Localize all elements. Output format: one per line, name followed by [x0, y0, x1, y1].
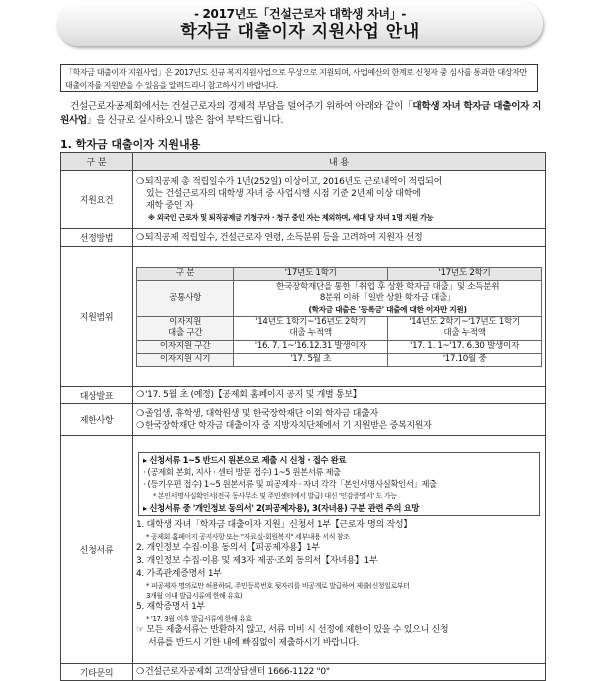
row-label: 제한사항	[61, 404, 133, 436]
text-line: ▸ 신청서류 중 '개인정보 동의서' 2(피공제자용), 3(자녀용) 구분 관련 주의 요망	[143, 502, 419, 513]
scope-time-row	[137, 353, 542, 366]
doc-item: 5. 재학증명서 1부	[136, 601, 205, 612]
scope-loan-row	[137, 316, 542, 340]
row-content	[133, 387, 546, 404]
warning-line: 서류를 반드시 기한 내에 빠짐없이 제출하시기 바랍니다.	[148, 637, 359, 648]
scope-cell: '17.10월 중	[388, 353, 542, 366]
intro-paragraph	[60, 100, 546, 128]
row-label: 기타문의	[61, 664, 133, 681]
section-title: 1. 학자금 대출이자 지원내용	[60, 138, 201, 151]
row-restrictions	[61, 404, 546, 436]
scope-header: '17년도 1학기	[234, 267, 388, 280]
text-line: 있는 건설근로자의 대학생 자녀 중 사업시행 시점 기준 2년제 이상 대학에	[146, 188, 421, 199]
text-line: · (공제회 본회, 지사 · 센터 방문 접수) 1~5 원본서류 제출	[143, 466, 341, 477]
text-line: 8분위 이하「일반 상환 학자금 대출」	[319, 292, 456, 303]
scope-cell: '14년도 2학기~'17년도 1학기 대출 누적액	[388, 316, 542, 340]
intro-text: 건설근로자공제회에서는 건설근로자의 경제적 부담을 덜어주기 위하여 아래와 같이「	[70, 101, 413, 112]
row-label: 선정방법	[61, 229, 133, 247]
row-content	[133, 436, 546, 664]
text-line: 퇴직공제 적립일수, 건설근로자 연령, 소득분위 등을 고려하여 지원자 선정	[145, 232, 423, 243]
scope-period-row	[137, 340, 542, 353]
scope-cell: '16. 7. 1~'16.12.31 발생이자	[234, 340, 388, 353]
scope-header: 구 분	[137, 267, 234, 280]
doc-item: 4. 가족관계증명서 1부	[136, 568, 222, 579]
row-contact	[61, 664, 546, 681]
text-line: ▸ 신청서류 1~5 반드시 원본으로 제출 시 신청 · 접수 완료	[143, 454, 347, 465]
scope-header-row	[137, 267, 542, 280]
header-row	[61, 153, 546, 171]
doc-note: * '17. 3월 이후 발급서류에 한해 유효	[146, 614, 252, 623]
scope-table	[136, 267, 542, 367]
scope-label: 공통사항	[137, 280, 234, 316]
text-line: * 본인서명사실확인서(전국 동사무소 및 주민센터에서 발급) 대신 '인감증명서' 도 가능	[153, 491, 397, 500]
text-line: 한국장학재단 학자금 대출이자 중 지방자치단체에서 기 지원받은 중복지원자	[145, 420, 432, 431]
bullet-icon: ❍	[136, 408, 144, 419]
documents-notice-box	[138, 452, 540, 516]
row-support-scope	[61, 247, 546, 387]
doc-item: 3. 개인정보 수집·이용 및 제3자 제공·조회 동의서【자녀용】1부	[136, 555, 378, 566]
row-content	[133, 404, 546, 436]
text-line: 한국장학재단을 통한「취업 후 상환 학자금 대출」및 소득분위	[275, 281, 500, 292]
info-table	[60, 152, 546, 681]
row-announcement	[61, 387, 546, 404]
scope-common-content	[234, 280, 542, 316]
row-label: 대상발표	[61, 387, 133, 404]
row-content	[133, 664, 546, 681]
title-banner	[57, 2, 543, 46]
intro-text-end: 」을 신규로 실시하오니 많은 참여 부탁드립니다.	[86, 115, 284, 126]
text-line: 퇴직공제 총 적립일수가 1년(252일) 이상이고, 2016년도 근로내역이 적립되어	[145, 176, 442, 187]
scope-header: '17년도 2학기	[388, 267, 542, 280]
text-line: 졸업생, 휴학생, 대학원생 및 한국장학재단 이외 학자금 대출자	[145, 408, 378, 419]
intro-bold: 대학생 자녀 학자금 대출이자 지원사업	[60, 101, 542, 126]
scope-label: 이자지원 구간	[137, 340, 234, 353]
text-line: 건설근로자공제회 고객상담센터 1666-1122 "0"	[145, 667, 330, 677]
row-selection-method	[61, 229, 546, 247]
bullet-icon: ❍	[136, 420, 144, 431]
row-content	[133, 247, 546, 387]
title-line2: 학자금 대출이자 지원사업 안내	[180, 22, 420, 42]
scope-common-row	[137, 280, 542, 316]
row-label: 신청서류	[61, 436, 133, 664]
bullet-icon: ❍	[136, 176, 144, 187]
scope-cell: '14년도 1학기~'16년도 2학기 대출 누적액	[234, 316, 388, 340]
bullet-icon: ❍	[136, 390, 144, 400]
bullet-icon: ❍	[136, 667, 144, 677]
scope-cell: '17. 1. 1~'17. 6.30 발생이자	[388, 340, 542, 353]
doc-note: * 공제회 홈페이지 공지사항 또는 "자료실-회원복지" 세부내용 서식 참조	[146, 532, 350, 541]
row-content	[133, 229, 546, 247]
note-line: ※ 외국인 근로자 및 퇴직공제금 기청구자 · 청구 중인 자는 제외하며, 세대 당 자녀 1명 지원 가능	[148, 212, 434, 222]
scope-label: 이자지원 대출 구간	[137, 316, 234, 340]
doc-item: 2. 개인정보 수집·이용 동의서【피공제자용】1부	[136, 542, 320, 553]
text-line: · (등기우편 접수) 1~5 원본서류 및 피공제자 · 자녀 각각「본인서명사실확인서」제출	[143, 478, 437, 489]
title-line1: - 2017년도「건설근로자 대학생 자녀」-	[193, 7, 407, 21]
row-required-documents	[61, 436, 546, 664]
scope-cell: '17. 5월 초	[234, 353, 388, 366]
bullet-icon: ❍	[136, 232, 144, 243]
row-label: 지원범위	[61, 247, 133, 387]
text-line: 재학 중인 자	[146, 200, 194, 211]
col-header-content: 내 용	[133, 153, 546, 171]
col-header-category: 구 분	[61, 153, 133, 171]
warning-line: ☞ 모든 제출서류는 반환하지 않고, 서류 미비 시 선정에 제한이 있을 수 있으니 신청	[136, 624, 449, 635]
doc-note: 3개월 이내 발급서류에 한해 유효)	[146, 591, 243, 600]
text-line: (학자금 대출은 '등록금' 대출에 대한 이자만 지원)	[308, 304, 467, 314]
scope-label: 이자지원 시기	[137, 353, 234, 366]
text-line: '17. 5월 초 (예정)【공제회 홈페이지 공지 및 개별 통보】	[145, 390, 362, 400]
doc-item: 1. 대학생 자녀「학자금 대출이자 지원」신청서 1부【근로자 명의 작성】	[136, 519, 412, 530]
doc-note: * 피공제자 명의로만 허용하되, 주민등록번호 뒷자리를 비공개로 발급하여 제출(신청일로부터	[146, 581, 410, 590]
row-label: 지원요건	[61, 171, 133, 229]
row-content	[133, 171, 546, 229]
row-support-requirements	[61, 171, 546, 229]
notice-box: 「학자금 대출이자 지원사업」은 2017년도 신규 복지지원사업으로 무상으로 지원되며, 사업예산의 한계로 신청자 중 심사를 통과한 대상자만 대출이자를 지원받을 수 있음을 알려드리니 참고하시기 바랍니다.	[60, 64, 538, 92]
